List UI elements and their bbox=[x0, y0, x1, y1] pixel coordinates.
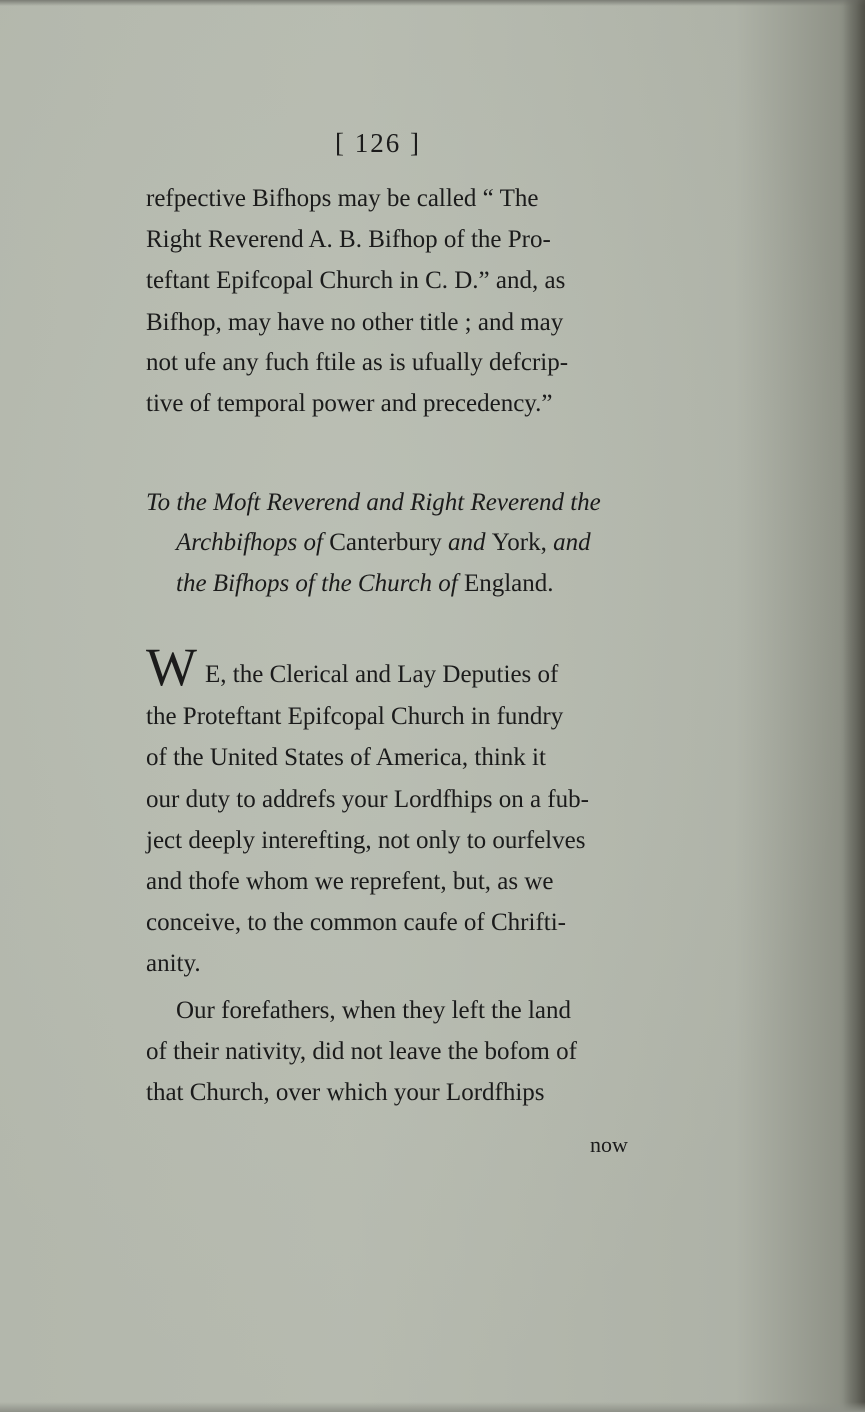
address-text: Archbifhops of bbox=[176, 529, 330, 556]
page-top-edge bbox=[0, 0, 865, 6]
letter-line: anity. bbox=[146, 950, 201, 977]
place-name: England. bbox=[463, 570, 554, 597]
quote-line: Bifhop, may have no other title ; and may bbox=[146, 309, 564, 336]
letter-line: and thofe whom we reprefent, but, as we bbox=[146, 868, 554, 895]
quote-line: Right Reverend A. B. Bifhop of the Pro- bbox=[146, 226, 551, 253]
letter-line: Our forefathers, when they left the land bbox=[176, 997, 571, 1024]
letter-line: E, the Clerical and Lay Deputies of bbox=[205, 661, 559, 688]
place-name: Canterbury bbox=[329, 529, 442, 556]
letter-line: of their nativity, did not leave the bofom of bbox=[146, 1038, 577, 1065]
quote-line: teftant Epifcopal Church in C. D.” and, as bbox=[146, 267, 566, 294]
drop-cap: W bbox=[146, 637, 197, 697]
letter-line: that Church, over which your Lordfhips bbox=[146, 1079, 545, 1106]
quote-line: tive of temporal power and precedency.” bbox=[146, 390, 553, 417]
quote-line: refpective Bifhops may be called “ The bbox=[146, 185, 539, 212]
address-text: the Bifhops of the Church of bbox=[176, 570, 464, 597]
quote-line: not ufe any fuch ftile as is ufually defcrip- bbox=[146, 349, 569, 376]
letter-line: ject deeply interefting, not only to ourfelves bbox=[146, 827, 586, 854]
page-right-edge bbox=[843, 0, 865, 1412]
page-bottom-edge bbox=[0, 1402, 865, 1412]
address-line-1: To the Moft Reverend and Right Reverend the bbox=[146, 489, 601, 516]
catchword: now bbox=[590, 1132, 628, 1157]
letter-line: our duty to addrefs your Lordfhips on a fub- bbox=[146, 786, 589, 813]
address-line-2 bbox=[176, 530, 591, 555]
address-text: and bbox=[546, 529, 591, 556]
letter-line: conceive, to the common caufe of Chrifti- bbox=[146, 909, 566, 936]
letter-line: the Proteftant Epifcopal Church in fundry bbox=[146, 703, 564, 730]
letter-line: of the United States of America, think it bbox=[146, 744, 546, 771]
page-number-header: [ 126 ] bbox=[335, 128, 421, 158]
address-text: and bbox=[441, 529, 492, 556]
place-name: York, bbox=[491, 529, 547, 556]
address-line-3 bbox=[176, 571, 554, 596]
